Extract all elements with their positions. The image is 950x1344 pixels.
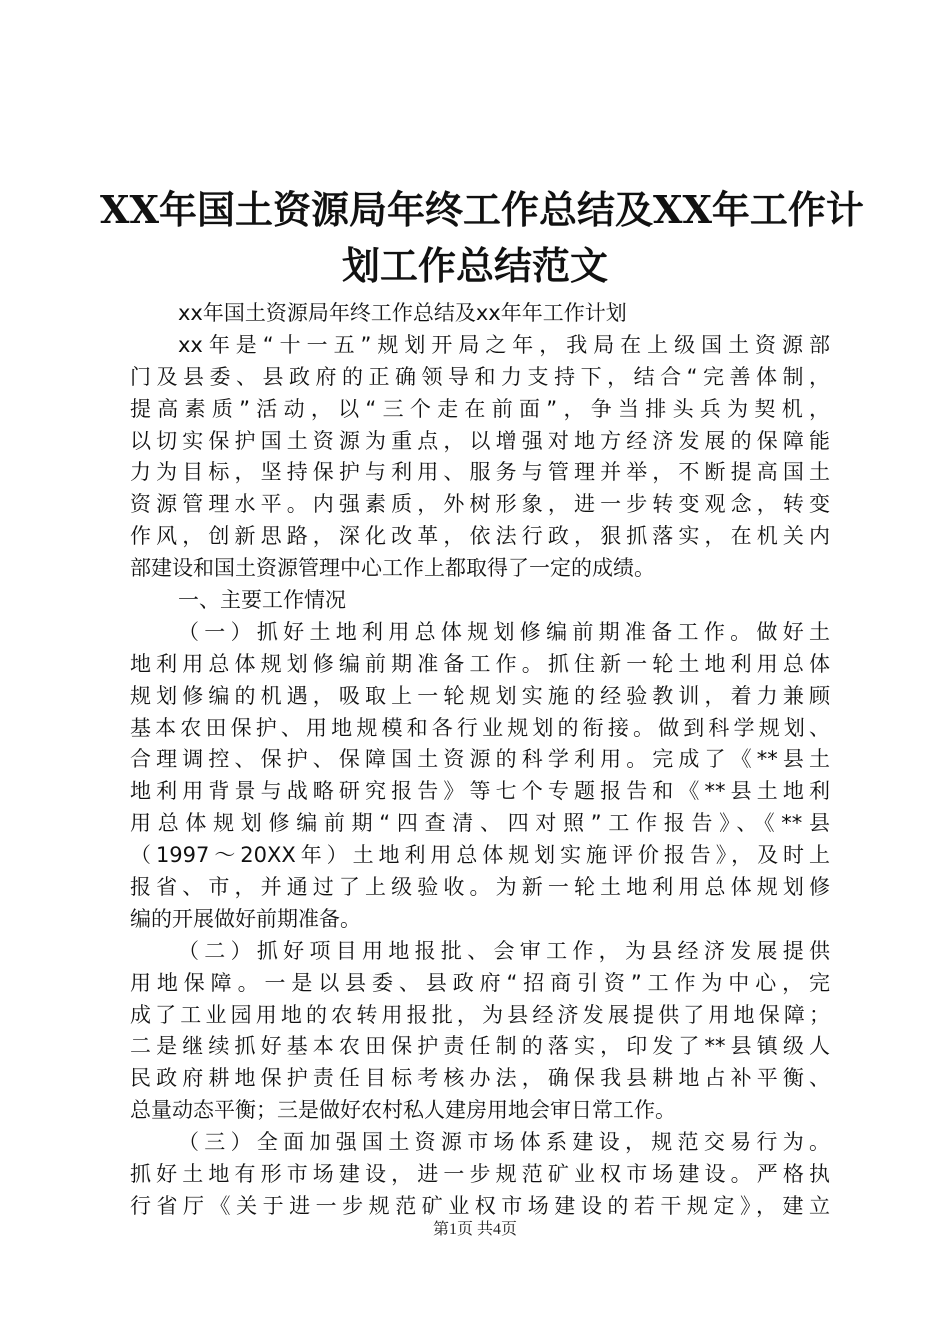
page-footer: 第1页 共4页 [432, 1221, 517, 1238]
body-line: 一、主要工作情况 [178, 588, 346, 613]
body-line: 编的开展做好前期准备。 [130, 906, 361, 931]
document-title-line-1: XX年国土资源局年终工作总结及XX年工作计 [100, 187, 864, 232]
body-line: 行省厅《关于进一步规范矿业权市场建设的若干规定》，建立 [130, 1193, 830, 1218]
body-line: （一）抓好土地利用总体规划修编前期准备工作。做好土 [178, 619, 830, 644]
body-line: （二）抓好项目用地报批、会审工作，为县经济发展提供 [178, 938, 830, 963]
body-line: 报省、市，并通过了上级验收。为新一轮土地利用总体规划修 [130, 875, 830, 900]
body-line: 门及县委、县政府的正确领导和力支持下，结合“完善体制， [130, 364, 830, 389]
body-line: 合理调控、保护、保障国土资源的科学利用。完成了《**县土 [130, 747, 830, 772]
body-line: （三）全面加强国土资源市场体系建设，规范交易行为。 [178, 1130, 830, 1155]
body-line: 作风，创新思路，深化改革，依法行政，狠抓落实，在机关内 [130, 524, 830, 549]
body-line: 总量动态平衡；三是做好农村私人建房用地会审日常工作。 [130, 1098, 676, 1123]
body-line: 二是继续抓好基本农田保护责任制的落实，印发了**县镇级人 [130, 1034, 830, 1059]
body-line: xx年国土资源局年终工作总结及xx年年工作计划 [178, 301, 627, 325]
body-line: 基本农田保护、用地规模和各行业规划的衔接。做到科学规划、 [130, 715, 830, 740]
body-line: 地利用背景与战略研究报告》等七个专题报告和《**县土地利 [130, 779, 830, 804]
body-line: 用总体规划修编前期“四查清、四对照”工作报告》、《**县 [130, 811, 830, 836]
body-line: xx年是“十一五”规划开局之年，我局在上级国土资源部 [178, 332, 830, 357]
body-line: 力为目标，坚持保护与利用、服务与管理并举，不断提高国土 [130, 460, 830, 485]
body-line: （1997～20XX年）土地利用总体规划实施评价报告》，及时上 [130, 843, 830, 868]
body-line: 成了工业园用地的农转用报批，为县经济发展提供了用地保障； [130, 1002, 830, 1027]
body-line: 抓好土地有形市场建设，进一步规范矿业权市场建设。严格执 [130, 1162, 830, 1187]
document-title-line-2: 划工作总结范文 [341, 243, 608, 288]
body-line: 提高素质”活动，以“三个走在前面”，争当排头兵为契机， [130, 396, 830, 421]
body-line: 地利用总体规划修编前期准备工作。抓住新一轮土地利用总体 [130, 651, 830, 676]
body-line: 部建设和国土资源管理中心工作上都取得了一定的成绩。 [130, 556, 655, 581]
body-line: 民政府耕地保护责任目标考核办法，确保我县耕地占补平衡、 [130, 1066, 830, 1091]
body-line: 用地保障。一是以县委、县政府“招商引资”工作为中心，完 [130, 970, 830, 995]
body-line: 规划修编的机遇，吸取上一轮规划实施的经验教训，着力兼顾 [130, 683, 830, 708]
body-line: 以切实保护国土资源为重点，以增强对地方经济发展的保障能 [130, 428, 830, 453]
body-line: 资源管理水平。内强素质，外树形象，进一步转变观念，转变 [130, 492, 830, 517]
document-body [130, 298, 830, 1223]
